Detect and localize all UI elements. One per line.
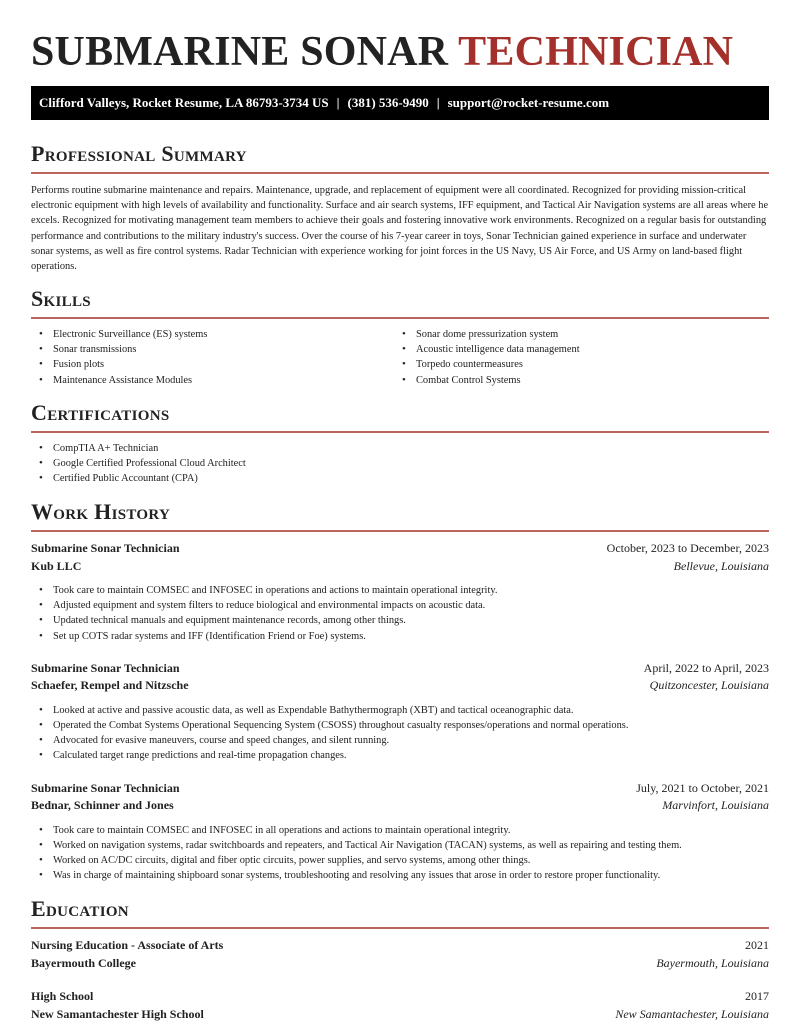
certifications-section bbox=[31, 399, 769, 487]
summary-section bbox=[31, 140, 769, 274]
skill-item: • Combat Control Systems bbox=[394, 373, 757, 388]
name-last: TECHNICIAN bbox=[458, 29, 734, 75]
certifications-list bbox=[31, 441, 769, 487]
education-degree: Nursing Education - Associate of Arts bbox=[31, 938, 224, 952]
summary-text: Performs routine submarine maintenance and repairs. Maintenance, upgrade, and replacement of equipment were all coordinated. Recognized for providing mission-critical electronic equipment with high levels of availability and functionality. Surface and air search systems, IFF equipment, and Tactical Air Navigation systems are all areas where he excels. Recognized for motivating management team members to achieve their goals and fostering innovative work environments. Recognized on a regular basis for outstanding performance and contributions to the military industry's success. Over the course of his 7-year career in toys, Sonar Technician gained experience in surface and underwater sonar systems, as well as fire control systems. Radar Technician with experience working for joint forces in the US Navy, US Air Force, and US Army on land-based flight operations. bbox=[31, 185, 769, 273]
job-company: Kub LLC bbox=[31, 558, 82, 573]
contact-bar bbox=[31, 86, 769, 120]
job-dates: April, 2022 to April, 2023 bbox=[643, 660, 769, 675]
skill-item: • Sonar transmissions bbox=[31, 342, 394, 357]
job-title: Submarine Sonar Technician bbox=[31, 541, 180, 555]
certification-item: • Google Certified Professional Cloud Architect bbox=[31, 456, 769, 471]
job-title: Submarine Sonar Technician bbox=[31, 660, 180, 675]
job-company: Bednar, Schinner and Jones bbox=[31, 798, 174, 813]
education-degree: High School bbox=[31, 989, 94, 1003]
skill-item: • Acoustic intelligence data management bbox=[394, 342, 757, 357]
job-dates: October, 2023 to December, 2023 bbox=[606, 541, 769, 555]
skill-item: • Maintenance Assistance Modules bbox=[31, 373, 394, 388]
job-entry bbox=[31, 540, 769, 644]
job-duty: • Set up COTS radar systems and IFF (Identification Friend or Foe) systems. bbox=[31, 629, 769, 644]
name-first: SUBMARINE SONAR bbox=[31, 29, 449, 75]
job-duty: • Worked on AC/DC circuits, digital and fiber optic circuits, power supplies, and servo systems, among other things. bbox=[31, 853, 769, 868]
skill-item: • Sonar dome pressurization system bbox=[394, 327, 757, 342]
contact-separator: | bbox=[336, 95, 340, 110]
certifications-heading: Certifications bbox=[31, 400, 170, 425]
job-duty: • Updated technical manuals and equipment maintenance records, among other things. bbox=[31, 613, 769, 628]
job-duty: • Calculated target range predictions and real-time propagation changes. bbox=[31, 748, 769, 763]
contact-address: Clifford Valleys, Rocket Resume, LA 86793-3734 US bbox=[39, 95, 329, 110]
education-entry bbox=[31, 937, 769, 972]
education-school: Bayermouth College bbox=[31, 955, 136, 970]
job-duty: • Took care to maintain COMSEC and INFOSEC in all operations and actions to maintain operational integrity. bbox=[31, 823, 769, 838]
skills-section bbox=[31, 285, 769, 388]
job-duty: • Looked at active and passive acoustic data, as well as Expendable Bathythermograph (XBT) and tactical oceanographic data. bbox=[31, 703, 769, 718]
section-divider bbox=[31, 530, 769, 532]
job-duties bbox=[31, 583, 769, 644]
education-year: 2021 bbox=[745, 938, 769, 952]
job-title: Submarine Sonar Technician bbox=[31, 780, 180, 795]
work-section bbox=[31, 498, 769, 883]
job-location: Bellevue, Louisiana bbox=[673, 558, 769, 573]
job-duty: • Operated the Combat Systems Operational Sequencing System (CSOSS) throughout casualty responses/operations and normal operations. bbox=[31, 718, 769, 733]
skills-list-left bbox=[31, 327, 394, 388]
education-heading: Education bbox=[31, 896, 129, 921]
job-dates: July, 2021 to October, 2021 bbox=[636, 780, 769, 795]
job-duty: • Worked on navigation systems, radar switchboards and repeaters, and Tactical Air Navigation (TACAN) systems, as well as repairing and testing them. bbox=[31, 838, 769, 853]
education-entry bbox=[31, 988, 769, 1023]
contact-email[interactable]: support@rocket-resume.com bbox=[447, 95, 610, 110]
contact-separator: | bbox=[436, 95, 440, 110]
skill-item: • Electronic Surveillance (ES) systems bbox=[31, 327, 394, 342]
section-divider bbox=[31, 927, 769, 929]
job-duty: • Advocated for evasive maneuvers, course and speed changes, and silent running. bbox=[31, 733, 769, 748]
section-divider bbox=[31, 172, 769, 174]
skill-item: • Torpedo countermeasures bbox=[394, 357, 757, 372]
work-heading: Work History bbox=[31, 499, 171, 524]
education-location: New Samantachester, Louisiana bbox=[615, 1006, 769, 1021]
job-entry bbox=[31, 780, 769, 884]
section-divider bbox=[31, 317, 769, 319]
candidate-name bbox=[31, 28, 733, 76]
job-entry bbox=[31, 660, 769, 764]
job-duty: • Took care to maintain COMSEC and INFOSEC in operations and actions to maintain operational integrity. bbox=[31, 583, 769, 598]
certification-item: • Certified Public Accountant (CPA) bbox=[31, 471, 769, 486]
job-duty: • Was in charge of maintaining shipboard sonar systems, troubleshooting and resolving any issues that arose in order to restore proper functionality. bbox=[31, 868, 769, 883]
job-company: Schaefer, Rempel and Nitzsche bbox=[31, 678, 189, 693]
skills-heading: Skills bbox=[31, 286, 91, 311]
contact-phone[interactable]: (381) 536-9490 bbox=[347, 95, 429, 110]
summary-heading: Professional Summary bbox=[31, 141, 247, 166]
job-duties bbox=[31, 823, 769, 884]
skills-list-right bbox=[394, 327, 757, 388]
job-duties bbox=[31, 703, 769, 764]
section-divider bbox=[31, 431, 769, 433]
job-location: Quitzoncester, Louisiana bbox=[649, 678, 769, 693]
job-location: Marvinfort, Louisiana bbox=[662, 798, 769, 813]
education-section bbox=[31, 895, 769, 1023]
education-school: New Samantachester High School bbox=[31, 1006, 204, 1021]
job-duty: • Adjusted equipment and system filters to reduce biological and environmental impacts on acoustic data. bbox=[31, 598, 769, 613]
education-location: Bayermouth, Louisiana bbox=[656, 955, 769, 970]
skill-item: • Fusion plots bbox=[31, 357, 394, 372]
certification-item: • CompTIA A+ Technician bbox=[31, 441, 769, 456]
education-year: 2017 bbox=[745, 989, 769, 1003]
